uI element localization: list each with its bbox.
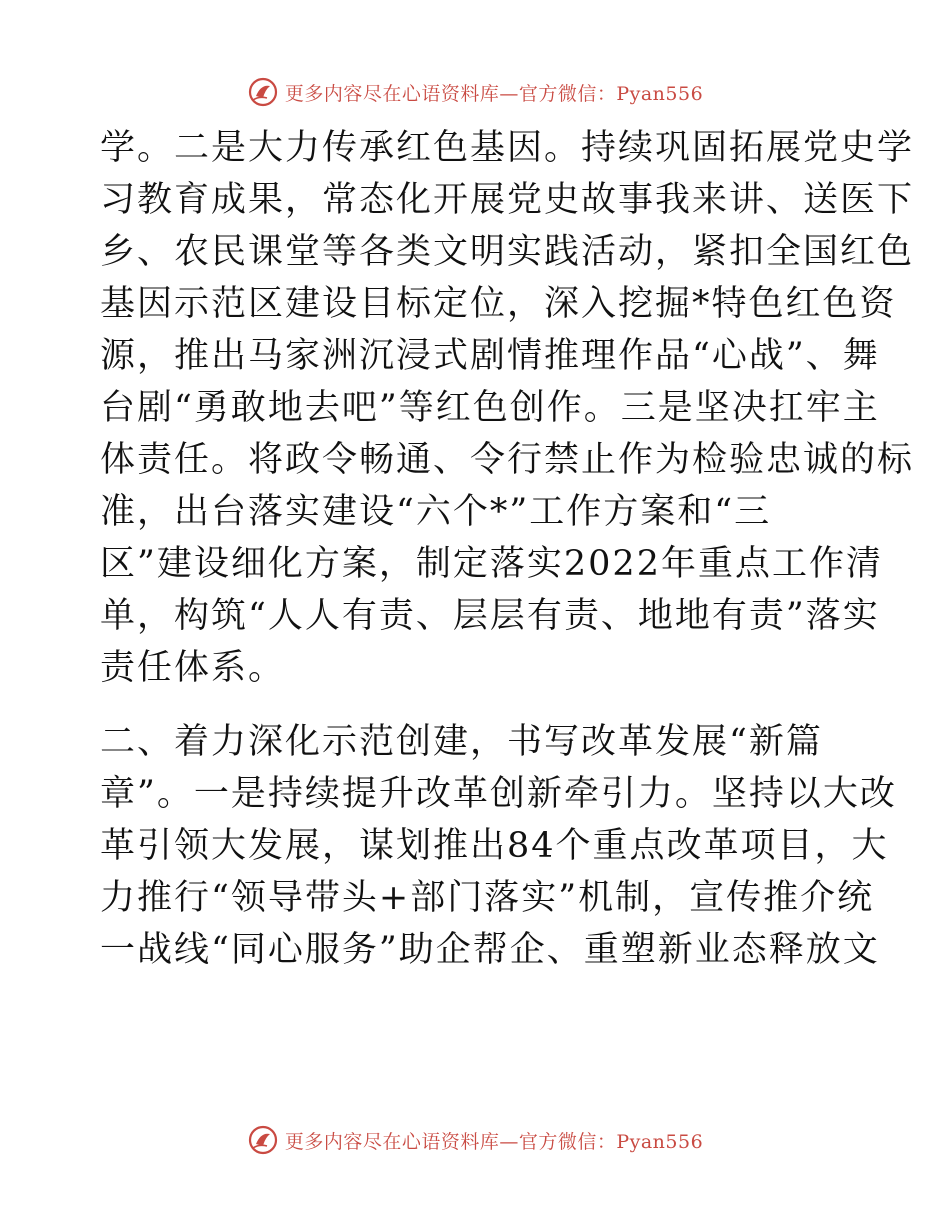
header-banner xyxy=(0,72,950,112)
banner-logo-icon xyxy=(247,76,279,108)
paragraph1-line: 源，推出马家洲沉浸式剧情推理作品“心战”、舞 xyxy=(100,336,880,376)
body-text xyxy=(100,122,915,976)
footer-banner-text: 更多内容尽在心语资料库—官方微信：Pyan556 xyxy=(284,1130,704,1153)
paragraph2-line: 革引领大发展，谋划推出84个重点改革项目，大 xyxy=(100,826,889,866)
paragraph1-line: 准，出台落实建设“六个*”工作方案和“三 xyxy=(100,492,772,532)
paragraph1-line: 学。二是大力传承红色基因。持续巩固拓展党史学 xyxy=(100,128,915,168)
paragraph2-line: 一战线“同心服务”助企帮企、重塑新业态释放文 xyxy=(100,930,880,970)
paragraph1-line: 责任体系。 xyxy=(100,648,286,688)
banner-logo-icon xyxy=(247,1124,279,1156)
paragraph1-line: 基因示范区建设目标定位，深入挖掘*特色红色资 xyxy=(100,284,897,324)
paragraph-gap xyxy=(100,694,860,716)
paragraph1-line: 区”建设细化方案，制定落实2022年重点工作清 xyxy=(100,544,883,584)
footer-banner xyxy=(0,1120,950,1160)
paragraph1-line: 台剧“勇敢地去吧”等红色创作。三是坚决扛牢主 xyxy=(100,388,880,428)
paragraph1-line: 乡、农民课堂等各类文明实践活动，紧扣全国红色 xyxy=(100,232,915,272)
header-banner-text: 更多内容尽在心语资料库—官方微信：Pyan556 xyxy=(284,82,704,105)
paragraph1-line: 习教育成果，常态化开展党史故事我来讲、送医下 xyxy=(100,180,915,220)
paragraph2-line: 章”。一是持续提升改革创新牵引力。坚持以大改 xyxy=(100,774,897,814)
paragraph1-line: 体责任。将政令畅通、令行禁止作为检验忠诚的标 xyxy=(100,440,915,480)
paragraph1-line: 单，构筑“人人有责、层层有责、地地有责”落实 xyxy=(100,596,880,636)
paragraph2-line: 力推行“领导带头+部门落实”机制，宣传推介统 xyxy=(100,878,875,918)
paragraph2-line: 二、着力深化示范创建，书写改革发展“新篇 xyxy=(100,722,823,762)
